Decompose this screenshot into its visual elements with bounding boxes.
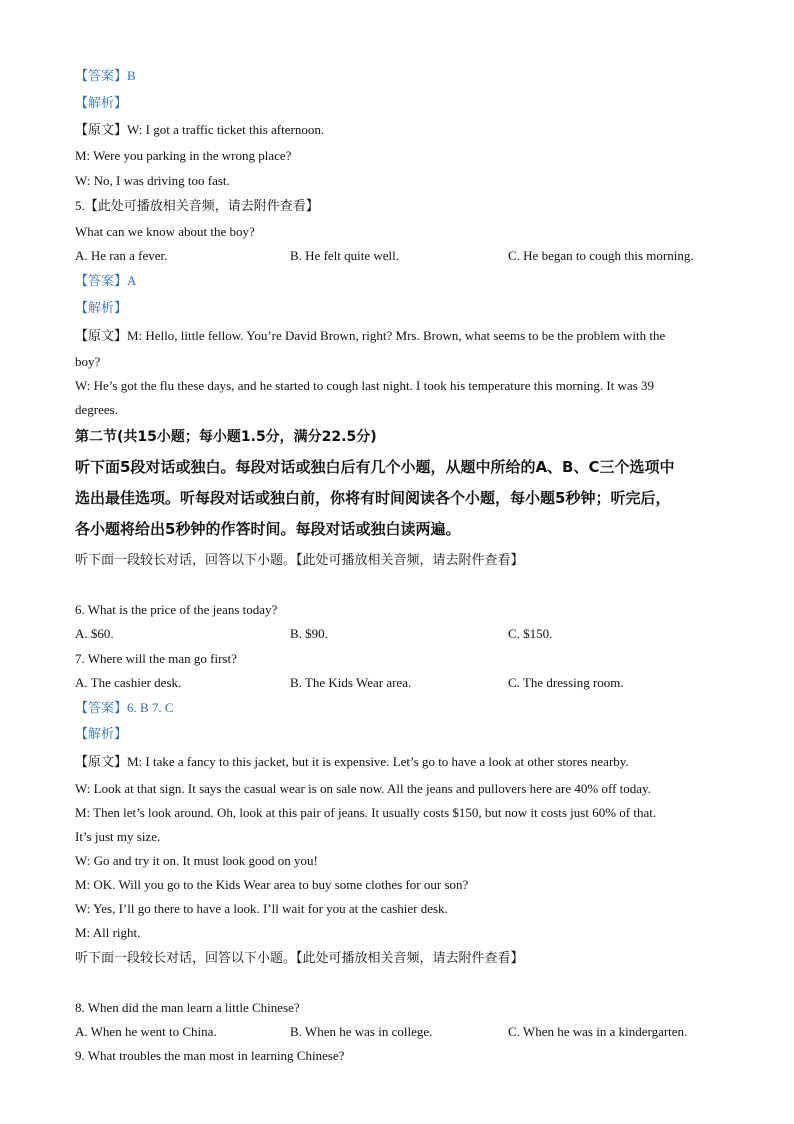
question-7-stem: 7. Where will the man go first? — [75, 651, 237, 666]
transcript-line: M: Were you parking in the wrong place? — [75, 148, 292, 163]
transcript-line: W: Go and try it on. It must look good on you! — [75, 853, 318, 868]
question-8-option-c: C. When he was in a kindergarten. — [508, 1024, 688, 1039]
dialogue-intro: 听下面一段较长对话，回答以下小题。【此处可播放相关音频，请去附件查看】 — [75, 552, 524, 567]
transcript-line: 【原文】W: I got a traffic ticket this afternoon. — [75, 122, 325, 137]
transcript-line: 【原文】M: Hello, little fellow. You’re David Brown, right? Mrs. Brown, what seems to be the problem with the — [75, 328, 666, 343]
dialogue-intro: 听下面一段较长对话，回答以下小题。【此处可播放相关音频，请去附件查看】 — [75, 950, 524, 965]
question-6-option-a: A. $60. — [75, 626, 114, 641]
answer-label-q6-7: 【答案】6. B 7. C — [75, 700, 174, 715]
answer-label-q4: 【答案】B — [75, 68, 136, 83]
transcript-line: M: Then let’s look around. Oh, look at this pair of jeans. It usually costs $150, but now it costs just 60% of that. — [75, 805, 657, 820]
question-6-stem: 6. What is the price of the jeans today? — [75, 602, 278, 617]
transcript-line: W: He’s got the flu these days, and he started to cough last night. I took his temperature this morning. It was 39 — [75, 378, 654, 393]
transcript-line: It’s just my size. — [75, 829, 161, 844]
question-5-stem: What can we know about the boy? — [75, 224, 255, 239]
question-8-option-a: A. When he went to China. — [75, 1024, 217, 1039]
question-6-option-b: B. $90. — [290, 626, 328, 641]
transcript-line: 【原文】M: I take a fancy to this jacket, but it is expensive. Let’s go to have a look at other stores nearby. — [75, 754, 629, 769]
question-5-option-c: C. He began to cough this morning. — [508, 248, 694, 263]
transcript-line: W: Look at that sign. It says the casual wear is on sale now. All the jeans and pullovers here are 40% off today. — [75, 781, 651, 796]
analysis-label-q5: 【解析】 — [75, 300, 128, 315]
question-5-option-a: A. He ran a fever. — [75, 248, 168, 263]
transcript-line: boy? — [75, 354, 101, 369]
question-9-stem: 9. What troubles the man most in learning Chinese? — [75, 1048, 345, 1063]
transcript-line: W: No, I was driving too fast. — [75, 173, 230, 188]
section-2-instructions: 选出最佳选项。听每段对话或独白前，你将有时间阅读各个小题，每小题5秒钟；听完后， — [75, 489, 671, 507]
analysis-label-q4: 【解析】 — [75, 95, 128, 110]
question-7-option-c: C. The dressing room. — [508, 675, 624, 690]
question-6-option-c: C. $150. — [508, 626, 553, 641]
question-5-option-b: B. He felt quite well. — [290, 248, 400, 263]
transcript-line: W: Yes, I’ll go there to have a look. I’ll wait for you at the cashier desk. — [75, 901, 448, 916]
question-7-option-a: A. The cashier desk. — [75, 675, 182, 690]
section-2-instructions: 听下面5段对话或独白。每段对话或独白后有几个小题，从题中所给的A、B、C三个选项中 — [75, 458, 675, 476]
transcript-line: M: All right. — [75, 925, 141, 940]
question-7-option-b: B. The Kids Wear area. — [290, 675, 412, 690]
answer-label-q5: 【答案】A — [75, 273, 137, 288]
section-2-instructions: 各小题将给出5秒钟的作答时间。每段对话或独白读两遍。 — [75, 520, 461, 538]
question-8-stem: 8. When did the man learn a little Chinese? — [75, 1000, 300, 1015]
question-8-option-b: B. When he was in college. — [290, 1024, 433, 1039]
section-2-title: 第二节(共15小题；每小题1.5分，满分22.5分) — [75, 429, 377, 445]
question-5-header: 5.【此处可播放相关音频，请去附件查看】 — [75, 198, 319, 213]
transcript-line: M: OK. Will you go to the Kids Wear area to buy some clothes for our son? — [75, 877, 469, 892]
transcript-line: degrees. — [75, 402, 118, 417]
analysis-label-q6-7: 【解析】 — [75, 726, 128, 741]
